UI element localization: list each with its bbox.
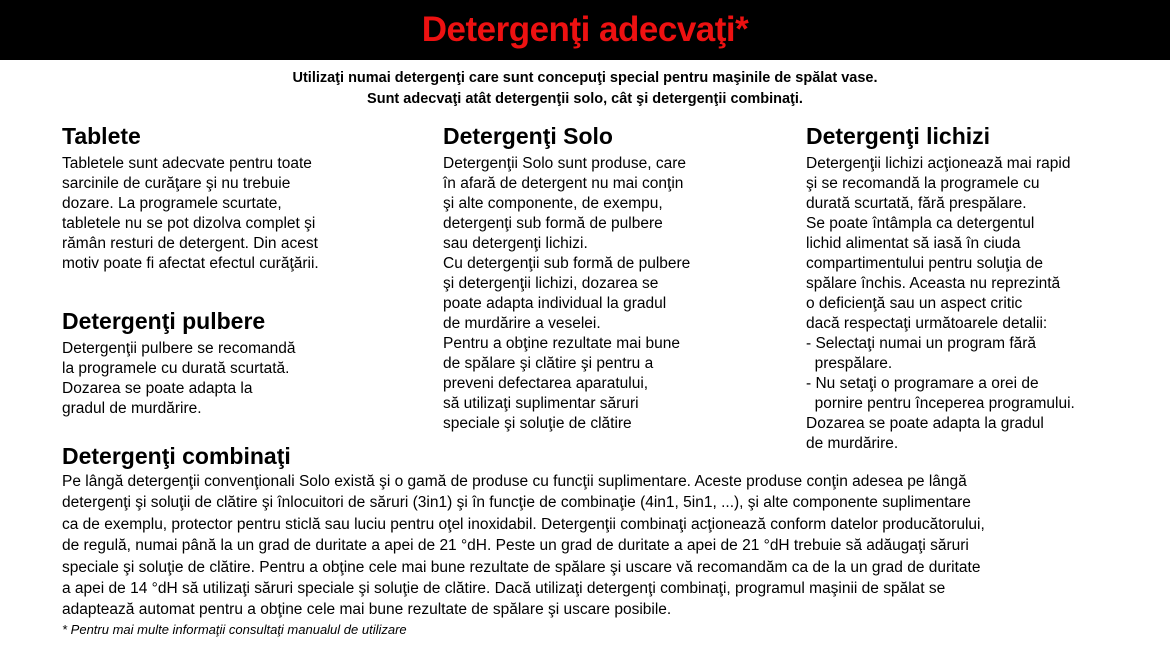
section-combinati-heading: Detergenţi combinaţi (62, 443, 291, 469)
text-line: sarcinile de curăţare şi nu trebuie (62, 175, 291, 192)
section-solo-heading: Detergenţi Solo (443, 123, 613, 149)
text-line: durată scurtată, fără prespălare. (806, 195, 1027, 212)
text-line: spălare închis. Aceasta nu reprezintă (806, 275, 1061, 292)
section-pulbere-heading: Detergenţi pulbere (62, 308, 266, 334)
section-solo-body (443, 154, 793, 434)
text-line: Utilizaţi numai detergenţi care sunt concepuţi special pentru maşinile de spălat vase. (292, 70, 878, 86)
column-middle (443, 122, 793, 434)
section-tablete-body (62, 154, 427, 274)
text-line: Tabletele sunt adecvate pentru toate (62, 155, 312, 172)
text-line: Pentru a obţine rezultate mai bune (443, 335, 680, 352)
text-line: lichid alimentat să iasă în ciuda (806, 235, 1021, 252)
text-line: speciale şi soluţie de clătire (443, 415, 632, 432)
text-line: gradul de murdărire. (62, 400, 202, 417)
column-right (806, 122, 1170, 454)
text-line: sau detergenţi lichizi. (443, 235, 588, 252)
text-line: preveni defectarea aparatului, (443, 375, 649, 392)
text-line: ca de exemplu, protector pentru sticlă sau luciu pentru oţel inoxidabil. Detergenţii combinaţi acţionează conform datelor producătorului, (62, 515, 985, 533)
section-lichizi-heading: Detergenţi lichizi (806, 123, 991, 149)
section-pulbere (62, 307, 427, 419)
text-line: Detergenţii lichizi acţionează mai rapid (806, 155, 1071, 172)
text-line: dozare. La programele scurtate, (62, 195, 282, 212)
section-lichizi (806, 122, 1170, 454)
text-line: Detergenţii pulbere se recomandă (62, 340, 296, 357)
text-line: de regulă, numai până la un grad de duritate a apei de 21 °dH. Peste un grad de duritate a apei de 21 °dH trebuie să adăugaţi săruri (62, 537, 969, 555)
header-bar (0, 0, 1170, 60)
column-left (62, 122, 427, 419)
text-line: şi alte componente, de exempu, (443, 195, 663, 212)
text-line: o deficienţă sau un aspect critic (806, 295, 1023, 312)
section-solo (443, 122, 793, 434)
text-line: la programele cu durată scurtată. (62, 360, 290, 377)
text-line: şi se recomandă la programele cu (806, 175, 1040, 192)
text-line: de spălare şi clătire şi pentru a (443, 355, 654, 372)
text-line: Dozarea se poate adapta la gradul (806, 415, 1044, 432)
section-combinati-body (62, 471, 1170, 621)
text-line: Detergenţii Solo sunt produse, care (443, 155, 686, 172)
text-line: pornire pentru începerea programului. (806, 395, 1075, 412)
text-line: Dozarea se poate adapta la (62, 380, 253, 397)
text-line: motiv poate fi afectat efectul curăţării. (62, 255, 319, 272)
text-line: detergenţi şi soluţii de clătire şi înlocuitori de săruri (3in1) şi în funcţie de combinaţie (4in1, 5in1, ...), şi alte componente suplimentare (62, 494, 971, 512)
text-line: Cu detergenţii sub formă de pulbere (443, 255, 691, 272)
text-line: de murdărire a veselei. (443, 315, 601, 332)
page-title: Detergenţi adecvaţi* (421, 10, 749, 49)
text-line: de murdărire. (806, 435, 899, 452)
text-line: în afară de detergent nu mai conţin (443, 175, 684, 192)
text-line: - Selectaţi numai un program fără (806, 335, 1037, 352)
text-line: dacă respectaţi următoarele detalii: (806, 315, 1048, 332)
footnote: * Pentru mai multe informaţii consultaţi manualul de utilizare (62, 622, 407, 637)
text-line: detergenţi sub formă de pulbere (443, 215, 663, 232)
text-line: Pe lângă detergenţii convenţionali Solo există şi o gamă de produse cu funcţii suplimentare. Aceste produse conţin adesea pe lângă (62, 473, 967, 490)
text-line: speciale şi soluţie de clătire. Pentru a obţine cele mai bune rezultate de spălare şi uscare vă recomandăm ca de la un grad de duritate (62, 558, 981, 576)
text-line: Sunt adecvaţi atât detergenţii solo, cât şi detergenţii combinaţi. (367, 91, 803, 107)
text-line: şi detergenţii lichizi, dozarea se (443, 275, 659, 292)
text-line: prespălare. (806, 355, 893, 372)
text-line: să utilizaţi suplimentar săruri (443, 395, 639, 412)
text-line: - Nu setaţi o programare a orei de (806, 375, 1039, 392)
intro-text (0, 60, 1170, 110)
section-tablete-heading: Tablete (62, 123, 141, 149)
text-line: tabletele nu se pot dizolva complet şi (62, 215, 316, 232)
section-pulbere-body (62, 339, 427, 419)
section-tablete (62, 122, 427, 274)
text-line: Se poate întâmpla ca detergentul (806, 215, 1035, 232)
section-combinati (62, 443, 1170, 621)
text-line: adaptează automat pentru a obţine cele mai bune rezultate de spălare şi uscare posibile. (62, 601, 672, 619)
text-line: rămân resturi de detergent. Din acest (62, 235, 318, 252)
text-line: compartimentului pentru soluţia de (806, 255, 1043, 272)
text-line: poate adapta individual la gradul (443, 295, 667, 312)
section-lichizi-body (806, 154, 1170, 454)
text-line: a apei de 14 °dH să utilizaţi săruri speciale şi soluţie de clătire. Dacă utilizaţi detergenţi combinaţi, programul maşinii de spălat se (62, 580, 946, 598)
